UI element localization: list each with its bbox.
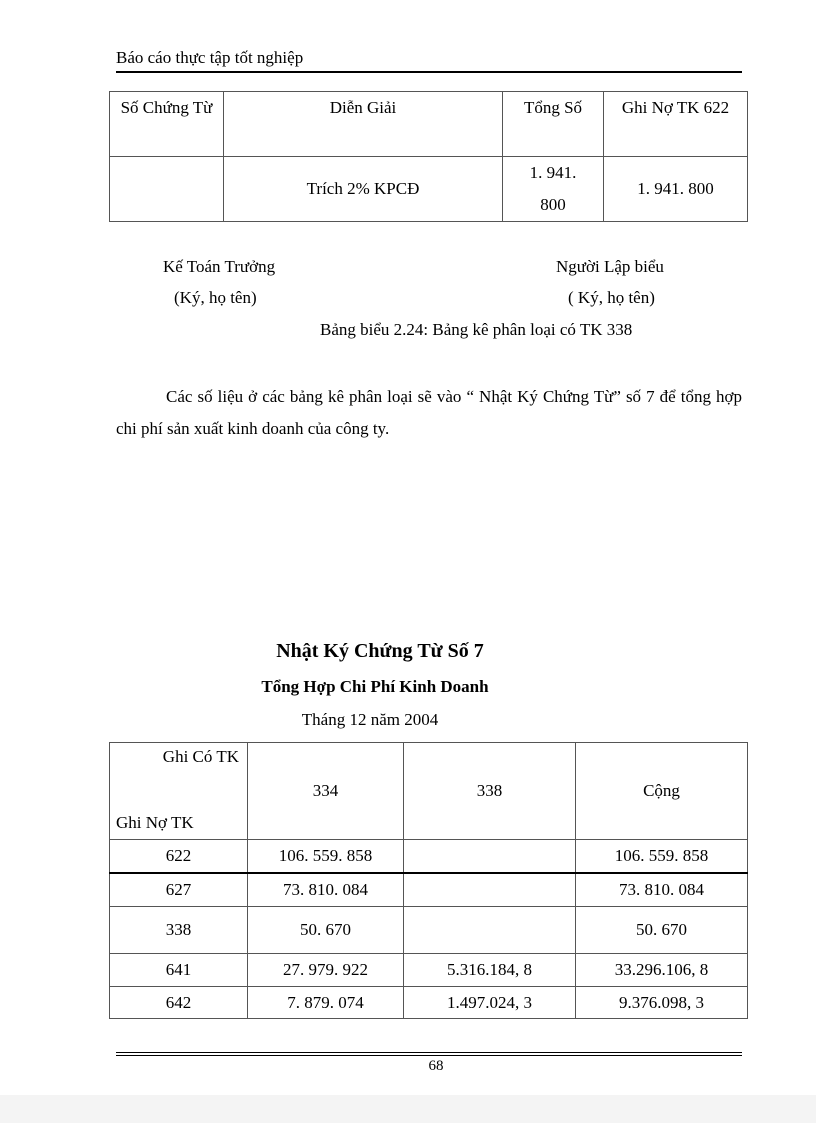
header-rule [116,71,742,73]
journal-row [110,873,748,907]
journal-month: Tháng 12 năm 2004 [301,710,439,729]
signature-left-sub: (Ký, họ tên) [174,288,257,307]
signature-left-title: Kế Toán Trưởng [163,257,276,276]
signature-right-title: Người Lập biểu [556,257,664,276]
voucher-header-cell: Số Chứng Từ [110,92,224,157]
voucher-table-row [110,157,748,222]
journal-column-header: 334 [248,743,404,840]
journal-cell: 622 [110,840,248,874]
page-bottom-shade [0,1095,816,1123]
journal-cell: 33.296.106, 8 [576,954,748,987]
journal-cell: 627 [110,873,248,907]
journal-cell [404,873,576,907]
voucher-table-header-row [110,92,748,157]
voucher-header-cell: Ghi Nợ TK 622 [604,92,748,157]
table-caption: Bảng biểu 2.24: Bảng kê phân loại có TK 338 [320,320,633,339]
journal-table [109,742,748,1019]
journal-cell: 106. 559. 858 [576,840,748,874]
journal-cell: 50. 670 [248,907,404,954]
journal-cell: 50. 670 [576,907,748,954]
journal-cell: 73. 810. 084 [576,873,748,907]
journal-row [110,907,748,954]
journal-row [110,840,748,874]
journal-column-header: 338 [404,743,576,840]
voucher-header-cell: Diễn Giải [224,92,503,157]
journal-row [110,954,748,987]
body-paragraph: Các số liệu ở các bảng kê phân loại sẽ vào “ Nhật Ký Chứng Từ” số 7 để tổng hợp chi phí sản xuất kinh doanh của công ty. [116,387,742,438]
journal-cell [404,840,576,874]
journal-cell [404,907,576,954]
page-header-title: Báo cáo thực tập tốt nghiệp [116,48,304,67]
journal-cell: 642 [110,987,248,1019]
journal-cell: 7. 879. 074 [248,987,404,1019]
signature-right-sub: ( Ký, họ tên) [568,288,655,307]
journal-cell: 9.376.098, 3 [576,987,748,1019]
journal-cell: 5.316.184, 8 [404,954,576,987]
voucher-cell: 1. 941. 800 [604,157,748,222]
journal-corner-cell [110,743,248,840]
journal-title: Nhật Ký Chứng Từ Số 7 [276,640,484,662]
footer-rule [116,1052,742,1053]
corner-credit-label: Ghi Có TK [162,747,239,766]
journal-row [110,987,748,1019]
voucher-cell: 1. 941. 800 [503,157,604,222]
journal-subtitle: Tổng Hợp Chi Phí Kinh Doanh [261,677,489,696]
voucher-table [109,91,748,222]
journal-cell: 106. 559. 858 [248,840,404,874]
journal-cell: 641 [110,954,248,987]
journal-header-row [110,743,748,840]
footer-rule [116,1055,742,1056]
journal-cell: 1.497.024, 3 [404,987,576,1019]
journal-cell: 338 [110,907,248,954]
journal-column-header: Cộng [576,743,748,840]
page-number: 68 [428,1058,444,1074]
voucher-header-cell: Tổng Số [503,92,604,157]
voucher-cell [110,157,224,222]
corner-debit-label: Ghi Nợ TK [116,813,194,832]
voucher-cell: Trích 2% KPCĐ [224,157,503,222]
journal-cell: 73. 810. 084 [248,873,404,907]
journal-cell: 27. 979. 922 [248,954,404,987]
